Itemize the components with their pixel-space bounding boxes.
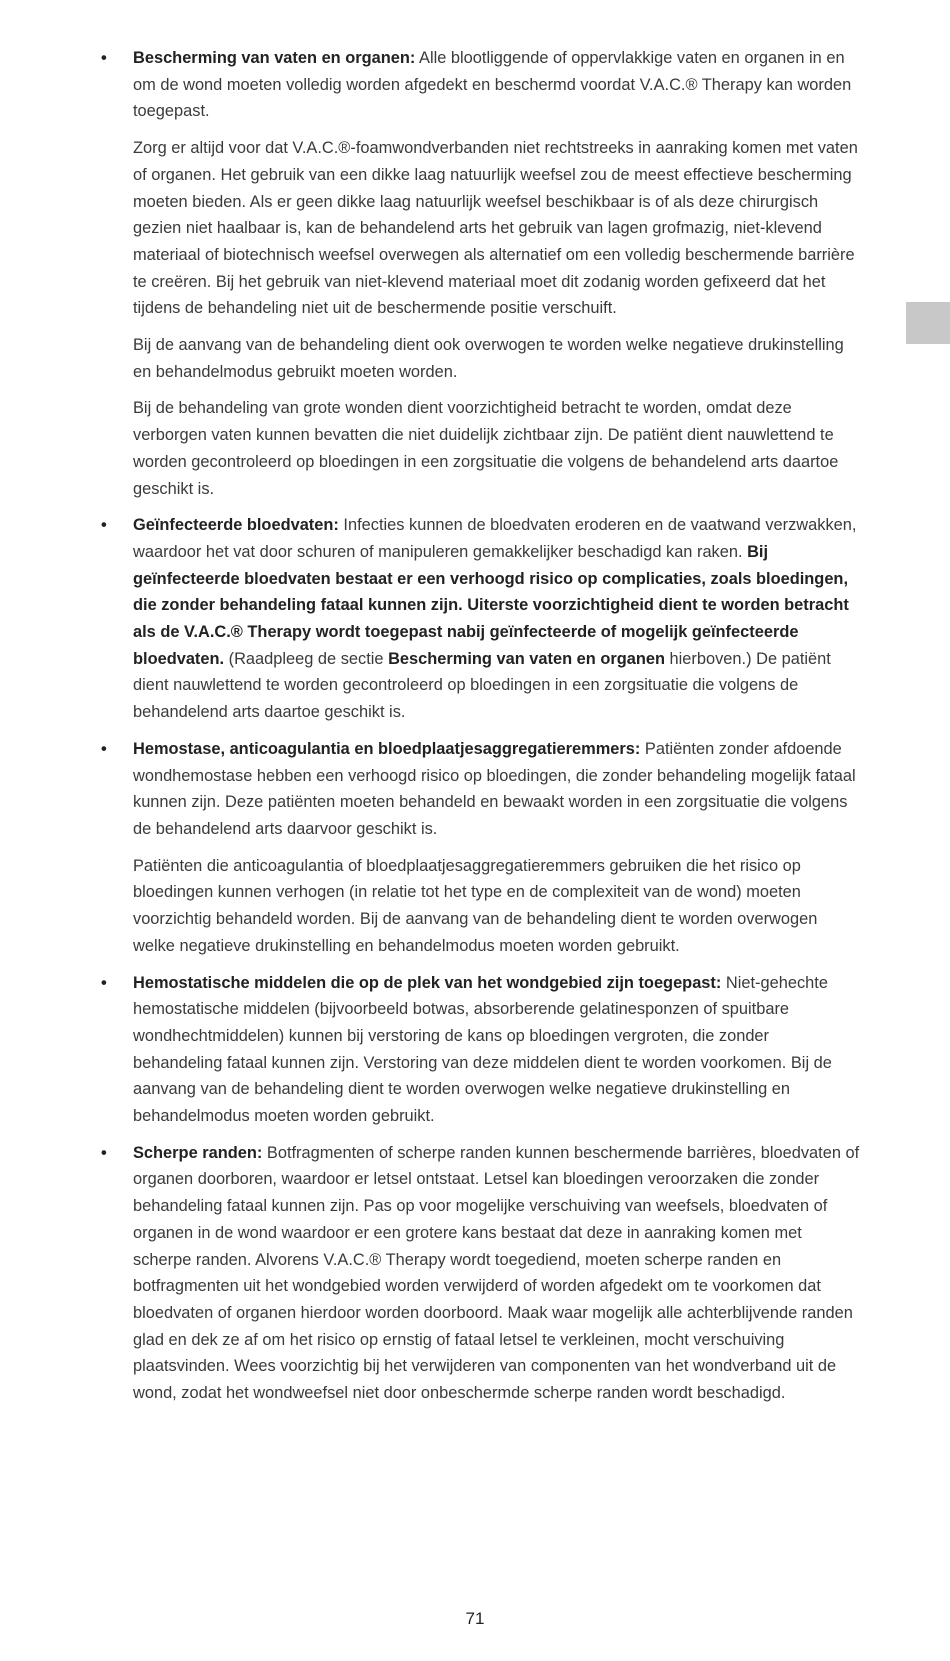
- text-run: Infecties kunnen de bloedvaten eroderen en de vaatwand verzwakken, waardoor het vat door schuren of manipuleren gemakkelijker beschadigd kan raken.: [133, 516, 857, 561]
- bullet-icon: •: [101, 49, 107, 67]
- text-run: Niet-gehechte hemostatische middelen (bijvoorbeeld botwas, absorberende gelatinesponzen of spuitbare wondhechtmiddelen) kunnen bij verstoring de kans op bloedingen vergroten, die zonder behandeling fataal kunnen zijn. Verstoring van deze middelen dient te worden voorkomen. Bij de aanvang van de behandeling dient te worden overwogen welke negatieve drukinstelling en behandelmodus moeten worden gebruikt.: [133, 973, 832, 1126]
- text-run: (Raadpleeg de sectie: [224, 649, 389, 668]
- paragraph: [133, 45, 862, 125]
- text-run: Alle blootliggende of oppervlakkige vaten en organen in en om de wond moeten volledig worden afgedekt en beschermd voordat V.A.C.® Therapy kan worden toegepast.: [133, 49, 852, 121]
- section-heading-hemostasis: Hemostase, anticoagulantia en bloedplaatjesaggregatieremmers:: [133, 739, 641, 758]
- paragraph: [133, 332, 862, 385]
- list-item: [0, 1140, 900, 1407]
- text-run: Patiënten zonder afdoende wondhemostase hebben een verhoogd risico op bloedingen, die zonder behandeling mogelijk fataal kunnen zijn. Deze patiënten moeten behandeld en bewaakt worden in een zorgsituatie die volgens de behandelend arts daarvoor geschikt is.: [133, 739, 856, 838]
- list-item: [0, 970, 900, 1130]
- text-run: Bij de behandeling van grote wonden dient voorzichtigheid betracht te worden, omdat deze verborgen vaten kunnen bevatten die niet duidelijk zichtbaar zijn. De patiënt dient nauwlettend te worden gecontroleerd op bloedingen in een zorgsituatie die volgens de behandelend arts daartoe geschikt is.: [133, 399, 839, 498]
- bullet-icon: •: [101, 973, 107, 992]
- bullet-icon: •: [101, 516, 107, 535]
- list-item: [0, 45, 900, 502]
- paragraph: [133, 853, 862, 960]
- page-number: 71: [465, 1609, 485, 1628]
- list-item: [0, 736, 900, 960]
- list-item: [0, 512, 900, 726]
- bold-warning: Bij geïnfecteerde bloedvaten bestaat er een verhoogd risico op complicaties, zoals bloedingen, die zonder behandeling fataal kunnen zijn. Uiterste voorzichtigheid dient te worden betracht als de V.A.C.® Therapy wordt toegepast nabij geïnfecteerde of mogelijk geïnfecteerde bloedvaten.: [133, 542, 849, 668]
- text-run: Zorg er altijd voor dat V.A.C.®-foamwondverbanden niet rechtstreeks in aanraking komen met vaten of organen. Het gebruik van een dikke laag natuurlijk weefsel zou de meest effectieve bescherming moeten bieden. Als er geen dikke laag natuurlijk weefsel beschikbaar is of als deze chirurgisch gezien niet haalbaar is, kan de behandelend arts het gebruik van lagen grofmazig, niet-klevend materiaal of biotechnisch weefsel overwegen als alternatief om een volledig beschermende barrière te creëren. Bij het gebruik van niet-klevend materiaal moet dit zodanig worden gefixeerd dat het tijdens de behandeling niet uit de beschermende positie verschuift.: [133, 139, 858, 318]
- cross-reference: Bescherming van vaten en organen: [388, 649, 665, 668]
- paragraph: [133, 970, 862, 1130]
- paragraph: [133, 395, 862, 502]
- section-heading-hemostatic-agents: Hemostatische middelen die op de plek van het wondgebied zijn toegepast:: [133, 973, 722, 992]
- bullet-icon: •: [101, 1143, 107, 1162]
- chapter-side-tab: [906, 302, 950, 344]
- bullet-icon: •: [101, 739, 107, 758]
- paragraph: [133, 1140, 862, 1407]
- text-run: Bij de aanvang van de behandeling dient ook overwogen te worden welke negatieve drukinstelling en behandelmodus gebruikt moeten worden.: [133, 336, 844, 381]
- paragraph: [133, 512, 862, 726]
- document-body: [0, 45, 900, 1407]
- paragraph: [133, 135, 862, 322]
- section-heading-vessels-organs: Bescherming van vaten en organen:: [133, 49, 416, 67]
- text-run: Botfragmenten of scherpe randen kunnen beschermende barrières, bloedvaten of organen doorboren, waardoor er letsel ontstaat. Letsel kan bloedingen veroorzaken die zonder behandeling fataal kunnen zijn. Pas op voor mogelijke verschuiving van weefsels, bloedvaten of organen in de wond waardoor er een grotere kans bestaat dat deze in aanraking komen met scherpe randen. Alvorens V.A.C.® Therapy wordt toegediend, moeten scherpe randen en botfragmenten uit het wondgebied worden verwijderd of worden afgedekt om te voorkomen dat bloedvaten of organen hierdoor worden doorboord. Maak waar mogelijk alle achterblijvende randen glad en dek ze af om het risico op ernstig of fataal letsel te verkleinen, mocht verschuiving plaatsvinden. Wees voorzichtig bij het verwijderen van componenten van het wondverband uit de wond, zodat het wondweefsel niet door onbeschermde scherpe randen wordt beschadigd.: [133, 1143, 860, 1403]
- text-run: Patiënten die anticoagulantia of bloedplaatjesaggregatieremmers gebruiken die het risico op bloedingen kunnen verhogen (in relatie tot het type en de complexiteit van de wond) moeten voorzichtig behandeld worden. Bij de aanvang van de behandeling dient te worden overwogen welke negatieve drukinstelling en behandelmodus moeten worden gebruikt.: [133, 856, 818, 955]
- section-heading-sharp-edges: Scherpe randen:: [133, 1143, 263, 1162]
- section-heading-infected-vessels: Geïnfecteerde bloedvaten:: [133, 516, 339, 535]
- text-run: hierboven.) De patiënt dient nauwlettend te worden gecontroleerd op bloedingen in een zorgsituatie die volgens de behandelend arts daartoe geschikt is.: [133, 649, 831, 722]
- paragraph: [133, 736, 862, 843]
